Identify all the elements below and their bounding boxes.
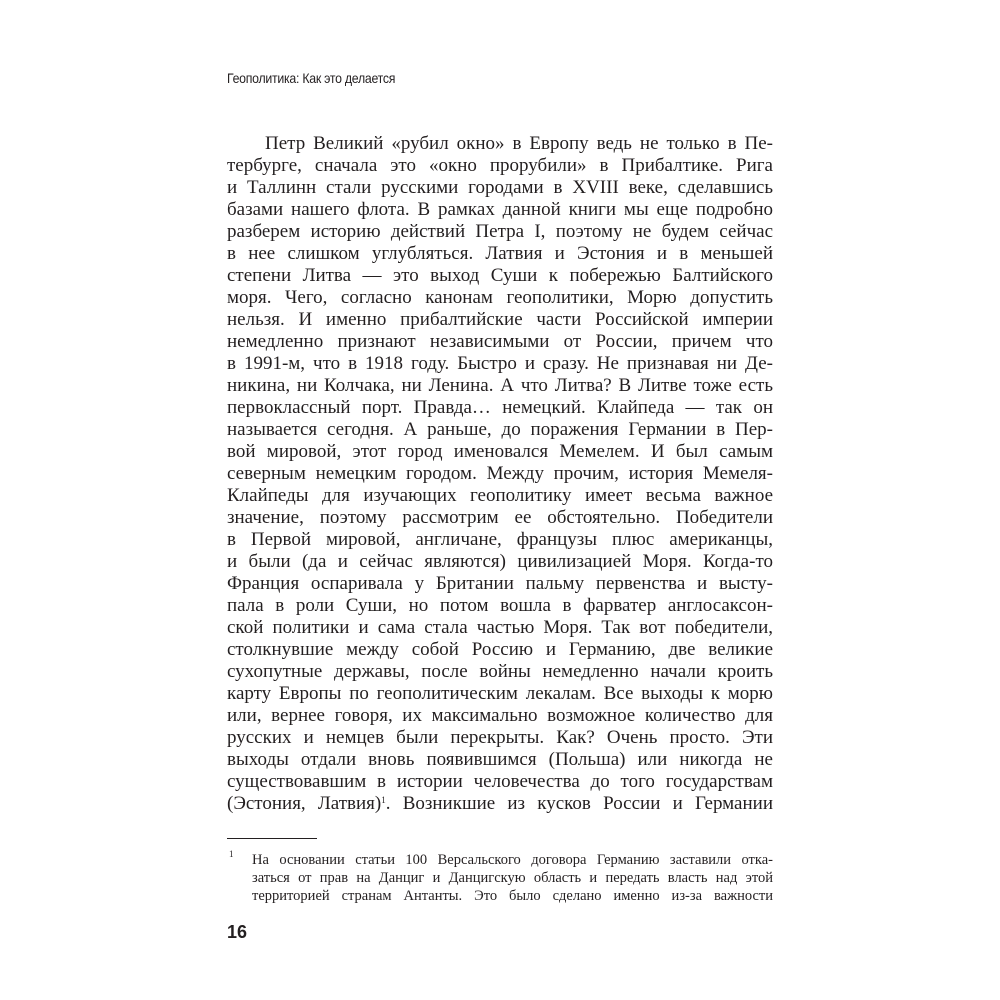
text-line: в нее слишком углубляться. Латвия и Эстония и в меньшей [227,243,773,264]
text-line: существовавшим в истории человечества до того государствам [227,771,773,792]
text-line: пала в роли Суши, но потом вошла в фарватер англосаксон- [227,595,773,616]
running-header: Геополитика: Как это делается [227,70,396,86]
text-line: русских и немцев были перекрыты. Как? Очень просто. Эти [227,727,773,748]
text-line: никина, ни Колчака, ни Ленина. А что Литва? В Литве тоже есть [227,375,773,396]
body-text [227,133,773,815]
text-line: или, вернее говоря, их максимально возможное количество для [227,705,773,726]
text-line: Петр Великий «рубил окно» в Европу ведь не только в Пе- [265,133,773,154]
footnote [227,851,773,905]
footnote-reference[interactable]: 1 [381,795,386,805]
text-segment: (Эстония, Латвия) [227,793,382,814]
text-line: нельзя. И именно прибалтийские части Российской империи [227,309,773,330]
text-line: значение, поэтому рассмотрим ее обстоятельно. Победители [227,507,773,528]
footnote-line: территорией странам Антанты. Это было сделано именно из-за важности [252,888,773,904]
footnote-line: заться от прав на Данциг и Данцигскую область и передать власть над этой [252,870,773,886]
text-line: разберем историю действий Петра I, поэтому не будем сейчас [227,221,773,242]
page-number: 16 [227,922,248,942]
text-line [227,793,773,815]
text-line: степени Литва — это выход Суши к побережью Балтийского [227,265,773,286]
text-line: карту Европы по геополитическим лекалам. Все выходы к морю [227,683,773,704]
text-line: Клайпеды для изучающих геополитику имеет весьма важное [227,485,773,506]
footnote-divider [227,838,317,839]
text-line: ской политики и сама стала частью Моря. Так вот победители, [227,617,773,638]
text-line: сухопутные державы, после войны немедленно начали кроить [227,661,773,682]
text-line: первоклассный порт. Правда… немецкий. Клайпеда — так он [227,397,773,418]
text-line: немедленно признают независимыми от России, причем что [227,331,773,352]
text-line: моря. Чего, согласно канонам геополитики, Морю допустить [227,287,773,308]
text-line: базами нашего флота. В рамках данной книги мы еще подробно [227,199,773,220]
text-line: Франция оспаривала у Британии пальму первенства и высту- [227,573,773,594]
text-line: вой мировой, этот город именовался Мемелем. И был самым [227,441,773,462]
text-line: выходы отдали вновь появившимся (Польша) или никогда не [227,749,773,770]
text-line: называется сегодня. А раньше, до поражения Германии в Пер- [227,419,773,440]
text-line: тербурге, сначала это «окно прорубили» в Прибалтике. Рига [227,155,773,176]
text-line: в 1991-м, что в 1918 году. Быстро и сразу. Не признавая ни Де- [227,353,773,374]
footnote-line: На основании статьи 100 Версальского договора Германию заставили отка- [252,852,773,868]
text-line: в Первой мировой, англичане, французы плюс американцы, [227,529,773,550]
footnote-marker: 1 [229,849,234,859]
text-line: столкнувшие между собой Россию и Германию, две великие [227,639,773,660]
text-line: и были (да и сейчас являются) цивилизацией Моря. Когда-то [227,551,773,572]
text-line: северным немецким городом. Между прочим, история Мемеля- [227,463,773,484]
text-segment: . Возникшие из кусков России и Германии [385,793,773,814]
text-line: и Таллинн стали русскими городами в XVIII веке, сделавшись [227,177,773,198]
